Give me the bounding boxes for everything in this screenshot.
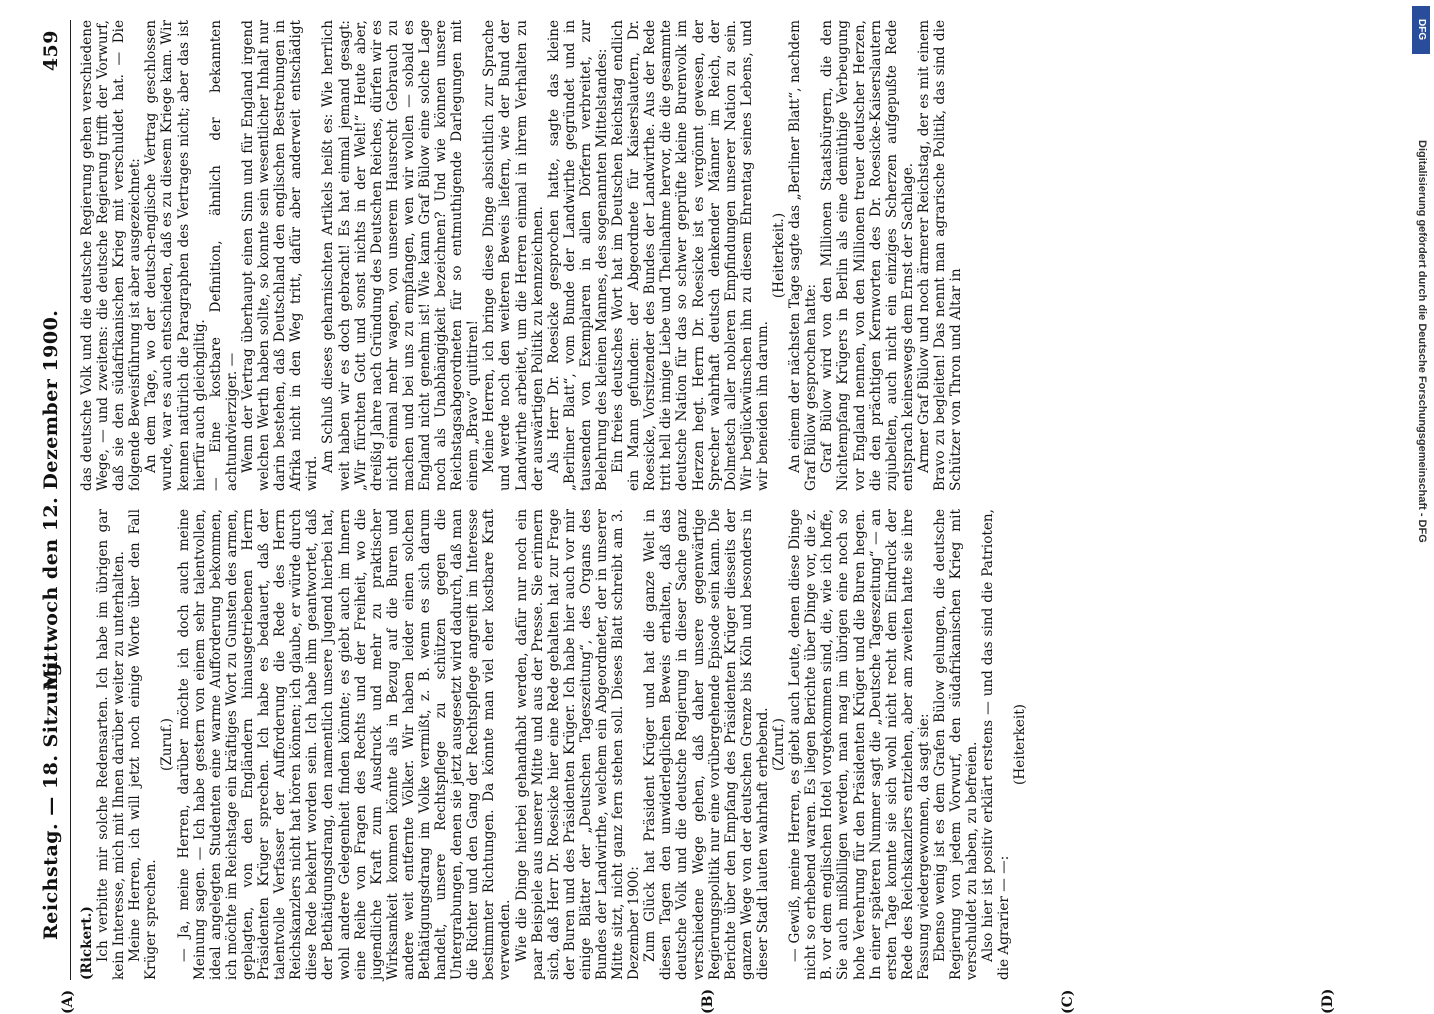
left-column xyxy=(79,509,1029,980)
paragraph: Zum Glück hat Präsident Krüger und hat die ganze Welt in diesen Tagen den unwiderleglichen Beweis erhalten, daß das deutsche Volk und die deutsche Regierung in dieser Sache ganz verschiedene Wege gehen, daß daher unsere gegenwärtige Regierungspolitik nur eine vorübergehende Episode sein kann. Die Berichte über den Empfang des Präsidenten Krüger diesseits der ganzen Wege von der deutschen Grenze bis Köln und besonders in dieser Stadt lauten wahrhaft erhebend. xyxy=(642,509,771,980)
dfg-logo: DFG xyxy=(1412,6,1430,54)
paragraph: Wenn der Vertrag überhaupt einen Sinn und für England irgend welchen Werth haben sollte, so konnte sein wesentlicher Inhalt nur darin bestehen, daß Deutschland den englischen Bestrebungen in Afrika nicht in den Weg tritt, dafür aber anderweit entschädigt wird. xyxy=(239,20,321,491)
paragraph: Meine Herren, ich bringe diese Dinge absichtlich zur Sprache und werde noch den weiteren Beweis liefern, wie der Bund der Landwirthe arbeitet, um die Herren einmal in ihrem Verhalten zu der auswärtigen Politik zu kennzeichnen. xyxy=(481,20,546,491)
paragraph: — Ja, meine Herren, darüber möchte ich doch auch meine Meinung sagen. — Ich habe gestern von einem sehr talentvollen, ideal angelegten Studenten eine warme Aufforderung bekommen, ich möchte im Reichstage ein kräftiges Wort zu Gunsten des armen, geplagten, von den Engländern hinausgetriebenen Herrn Präsidenten Krüger sprechen. Ich habe es bedauert, daß der talentvolle Verfasser der Aufforderung die Rede des Herrn Reichskanzlers nicht hat hören können; ich glaube, er würde durch diese Rede bekehrt worden sein. Ich habe ihm geantwortet, daß der Bethätigungsdrang, den namentlich unsere Jugend hierbei hat, wohl andere Gelegenheit finden könnte; es giebt auch im Innern eine Reihe von Fragen des Rechts und der Freiheit, wo die jugendliche Kraft zum Ausdruck und mehr zu praktischer Wirksamkeit kommen könnte als in Bezug auf die Buren und andere weit entfernte Völker. Wir haben leider einen solchen Bethätigungsdrang im Volke vermißt, z. B. wenn es sich darum handelt, unsere Rechtspflege zu schützen gegen die Untergrabungen, denen sie jetzt ausgesetzt wird dadurch, daß man die Richter und den Gang der Rechtspflege angreift im Interesse bestimmter Richtungen. Da könnte man viel eher kostbare Kraft verwenden. xyxy=(175,509,514,980)
paragraph: An dem Tage, wo der deutsch-englische Vertrag geschlossen wurde, war es auch entschieden, daß es zu diesem Kriege kam. Wir kennen natürlich die Paragraphen des Vertrages nicht; aber das ist hierfür auch gleichgiltig. xyxy=(143,20,208,491)
paragraph: Ebenso wenig ist es dem Grafen Bülow gelungen, die deutsche Regierung von jedem Vorwurf, den südafrikanischen Krieg mit verschuldet zu haben, zu befreien. xyxy=(931,509,981,980)
page-header xyxy=(34,20,71,980)
paragraph: Graf Bülow wird von den Millionen Staatsbürgern, die den Nichtempfang Krügers in Berlin als eine demüthige Verbeugung vor England nennen, von den Millionen treuer deutscher Herzen, die den prächtigen Kernworten des Dr. Roesicke-Kaiserslautern zujubelten, auch nicht ein einziges Scherzen aufgepußte Rede entsprach keineswegs dem Ernst der Sachlage. xyxy=(819,20,916,491)
interjection: (Zuruf.) xyxy=(159,718,176,771)
paragraph: Wie die Dinge hierbei gehandhabt werden, dafür nur noch ein paar Beispiele aus unserer Mitte und aus der Presse. Sie erinnern sich, daß Herr Dr. Roesicke hier eine Rede gehalten hat zur Frage der Buren und des Präsidenten Krüger. Ich habe hier auch vor mir einige Blätter der „Deutschen Tageszeitung“, des Organs des Bundes der Landwirthe, welchem ein Abgeordneter, der in unserer Mitte sitzt, nicht ganz fern stehen soll. Dieses Blatt schreibt am 3. Dezember 1900: xyxy=(513,509,643,980)
paragraph: Armer Graf Bülow und noch ärmerer Reichstag, der es mit einem Bravo zu begleiten! Das nennt man agrarische Politik, das sind die Schützer von Thron und Altar in xyxy=(915,20,965,491)
margin-letter-b: (B) xyxy=(700,988,716,1014)
interjection: (Heiterkeit) xyxy=(1012,704,1029,785)
paragraph: Meine Herren, ich will jetzt noch einige Worte über den Fall Krüger sprechen. xyxy=(127,509,160,980)
columns xyxy=(79,20,1029,980)
paragraph: Also hier ist positiv erklärt erstens — und das sind die Patrioten, die Agrarier — —: xyxy=(980,509,1013,980)
paragraph: das deutsche Volk und die deutsche Regierung gehen verschiedene Wege, — und zweitens: die deutsche Regierung trifft der Vorwurf, daß sie den südafrikanischen Krieg mit verschuldet hat. — Die folgende Beweisführung ist aber ausgezeichnet: xyxy=(79,20,144,491)
side-note xyxy=(1404,0,1434,1000)
speaker-label: (Rickert.) xyxy=(79,906,95,980)
paragraph: An einem der nächsten Tage sagte das „Berliner Blatt“, nachdem Graf Bülow gesprochen hatte: xyxy=(787,20,820,491)
paragraph: — Eine kostbare Definition, ähnlich der bekannten achtundvierziger. — xyxy=(207,20,240,491)
header-left: Reichstag. — 18. Sitzung. xyxy=(40,655,62,940)
paragraph: Ein freies deutsches Wort hat im Deutschen Reichstag endlich ein Mann gefunden: der Abgeordnete für Kaiserslautern, Dr. Roesicke, Vorsitzender des Bundes der Landwirthe. Aus der Rede tritt hell die innige Liebe und Theilnahme hervor, die die gesammte deutsche Nation für das so schwer geprüfte kleine Burenvolk im Herzen hegt. Herrn Dr. Roesicke ist es vergönnt gewesen, der Sprecher wahrhaft deutsch denkender Männer im Reich, der Dolmetsch aller nobleren Empfindungen unserer Nation zu sein. Wir beglückwünschen ihn zu diesem Ehrentag seines Lebens, und wir beneiden ihn darum. xyxy=(610,20,771,491)
header-date: Mittwoch den 12. Dezember 1900. xyxy=(40,309,62,691)
margin-letter-a: (A) xyxy=(60,989,76,1014)
paragraph: Als Herr Dr. Roesicke gesprochen hatte, sagte das kleine „Berliner Blatt“, vom Bunde der Landwirthe gegründet und in tausenden von Exemplaren in allen Dörfern verbreitet, zur Belehrung des kleinen Mannes, des sogenannten Mittelstandes: xyxy=(545,20,610,491)
paragraph: — Gewiß, meine Herren, es giebt auch Leute, denen diese Dinge nicht so erhebend waren. Es liegen Berichte über Dinge vor, die z. B. vor dem englischen Hotel vorgekommen sind, die, wie ich hoffe, Sie auch mißbilligen werden, man mag im übrigen eine noch so hohe Verehrung für den Präsidenten Krüger und die Buren hegen. In einer späteren Nummer sagt die „Deutsche Tageszeitung“ — an ersten Tage konnte sie sich wohl nicht recht dem Eindruck der Rede des Reichskanzlers entziehen, aber am zweiten hatte sie ihre Fassung wiedergewonnen, da sagt sie: xyxy=(787,509,932,980)
margin-letter-d: (D) xyxy=(1320,988,1336,1014)
digitization-note: Digitalisierung gefördert durch die Deutsche Forschungsgemeinschaft - DFG xyxy=(1416,140,1428,543)
page-number: 459 xyxy=(40,30,62,72)
margin-letter-c: (C) xyxy=(1060,989,1076,1014)
right-column xyxy=(79,20,1029,491)
paragraph: Ich verbitte mir solche Redensarten. Ich habe im übrigen gar kein Interesse, mich mit Ihnen darüber weiter zu unterhalten. xyxy=(95,509,128,980)
interjection: (Heiterkeit.) xyxy=(771,212,788,299)
interjection: (Zuruf.) xyxy=(771,718,788,771)
paragraph: Am Schluß dieses geharnischten Artikels heißt es: Wie herrlich weit haben wir es doch gebracht! Es hat einmal jemand gesagt: „Wir fürchten Gott und sonst nichts in der Welt!“ Heute aber, dreißig Jahre nach Gründung des Deutschen Reiches, dürfen wir es nicht einmal mehr wagen, von unserem Hausrecht Gebrauch zu machen und bei uns zu empfangen, wen wir wollen — sobald es England nicht genehm ist! Wie kann Graf Bülow eine solche Lage noch als Unabhängigkeit bezeichnen? Und wie können unsere Reichstagsabgeordneten für so entmuthigende Darlegungen mit einem „Bravo“ quittiren! xyxy=(320,20,482,491)
